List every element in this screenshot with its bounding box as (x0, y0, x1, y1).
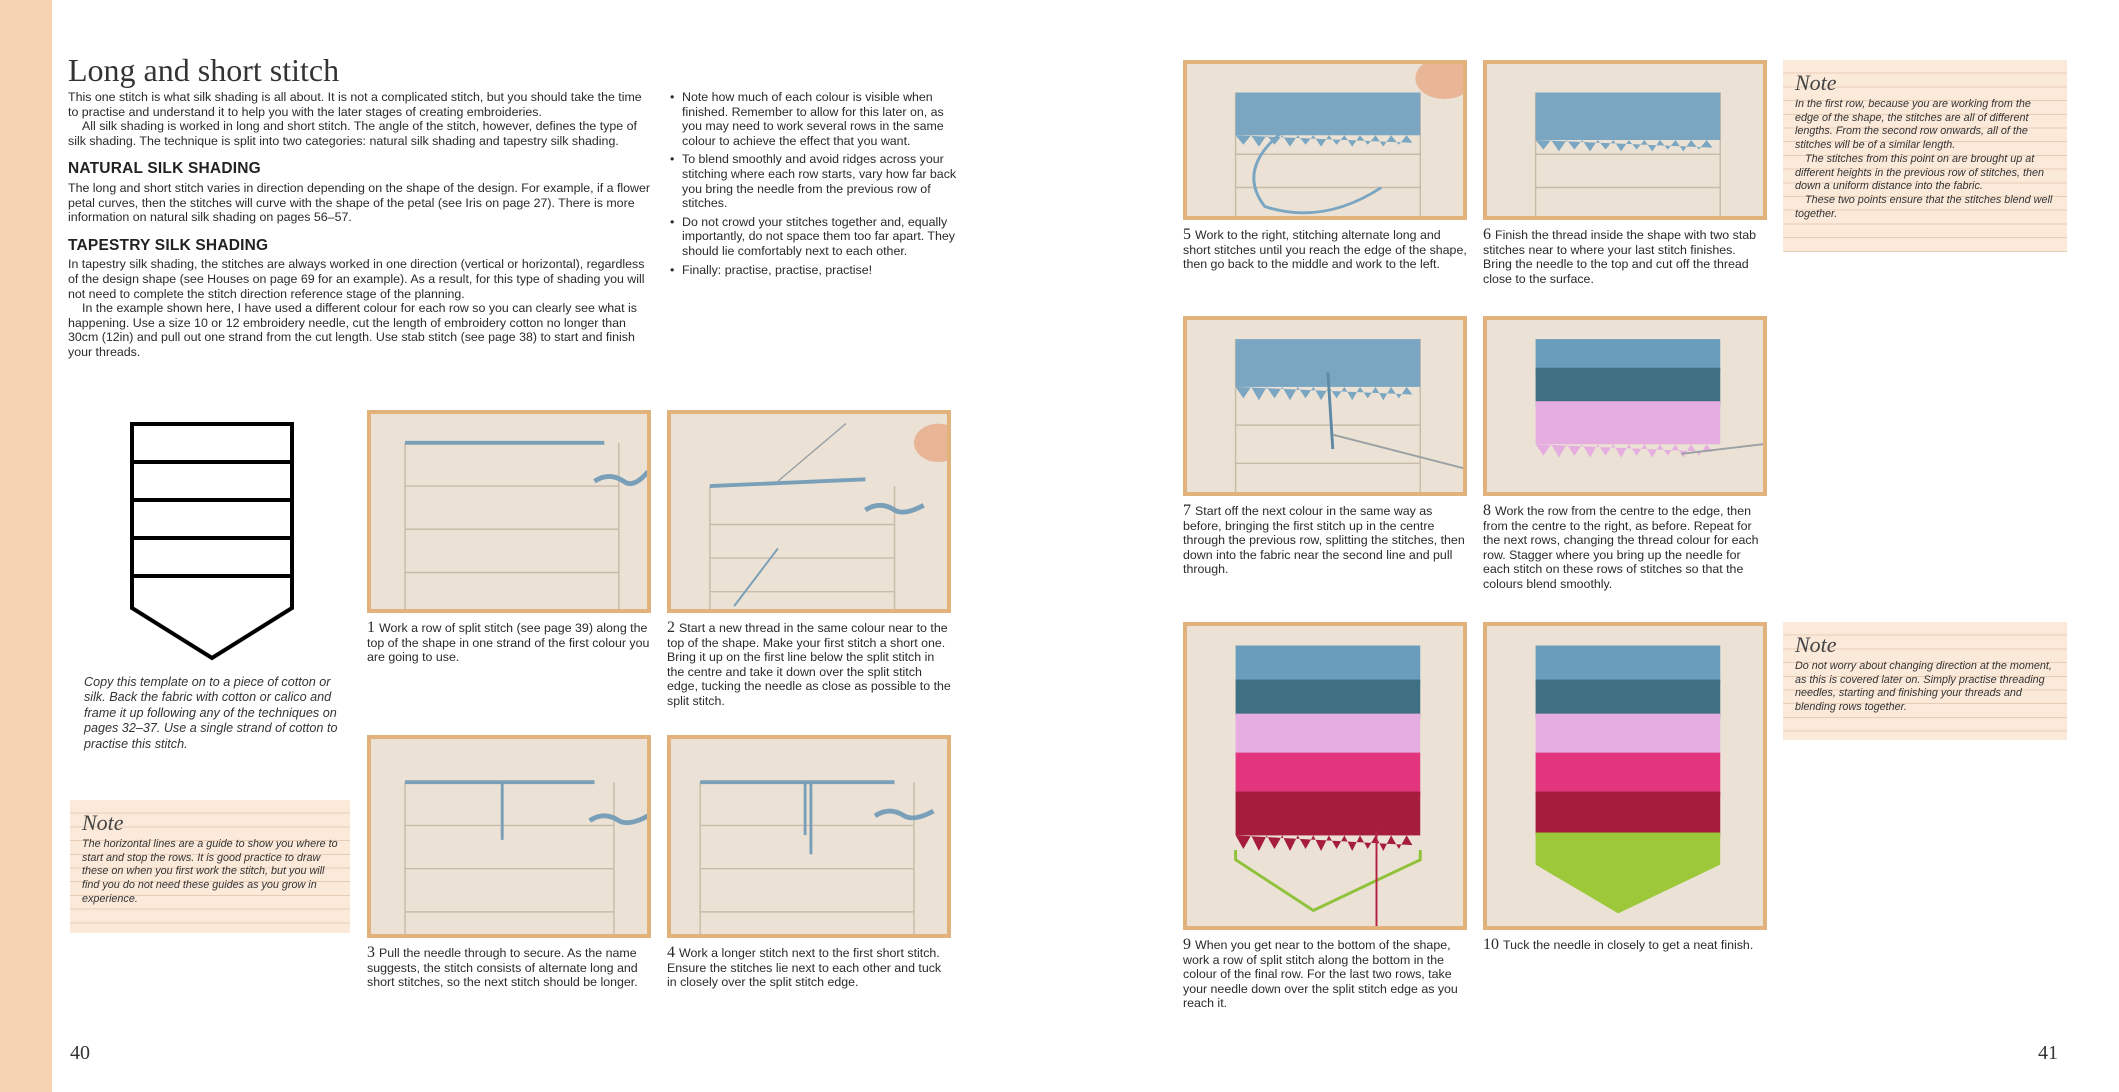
step-number: 4 (667, 944, 675, 961)
page-edge-strip (0, 0, 52, 1092)
step-text: Work a row of split stitch (see page 39) along the top of the shape in one strand of the first colour you are going to use. (367, 621, 650, 665)
template-caption: Copy this template on to a piece of cotton or silk. Back the fabric with cotton or calico and frame it up following any of the techniques on pages 32–37. Use a single strand of cotton to practise this stitch. (84, 675, 338, 751)
intro-column (68, 90, 650, 360)
step-8-photo (1483, 316, 1767, 496)
step-text: Start off the next colour in the same way as before, bringing the first stitch up in the centre through the previous row, splitting the stitches, then down into the fabric near the second line and pull through. (1183, 504, 1465, 577)
step-10-photo (1483, 622, 1767, 930)
step-3-photo (367, 735, 651, 938)
step-9-caption (1183, 938, 1467, 1011)
intro-paragraph-2: All silk shading is worked in long and short stitch. The angle of the stitch, however, defines the type of silk shading. The technique is split into two categories: natural silk shading and tapestry silk shading. (68, 119, 637, 148)
note-text: The stitches from this point on are brought up at different heights in the previous row of stitches, then down a uniform distance into the fabric. (1795, 152, 2045, 193)
page-number-left: 40 (70, 1042, 90, 1064)
step-text: When you get near to the bottom of the shape, work a row of split stitch along the bottom in the colour of the final row. For the last two rows, take your needle down over the split stitch edge as you reach it. (1183, 938, 1458, 1011)
step-2-caption (667, 621, 951, 709)
step-10-caption (1483, 938, 1767, 953)
tip-item: • Note how much of each colour is visible when finished. Remember to allow for this later on, as you may need to work several rows in the same colour to achieve the effect that you want. (670, 90, 960, 148)
step-number: 7 (1183, 502, 1191, 519)
step-5-caption (1183, 228, 1467, 272)
note-title: Note (1795, 632, 1837, 657)
step-6-photo (1483, 60, 1767, 220)
tip-item: • To blend smoothly and avoid ridges across your stitching where each row starts, vary how far back you bring the needle from the previous row of stitches. (670, 152, 960, 210)
note-text: In the first row, because you are working from the edge of the shape, the stitches are all of different lengths. From the second row onwards, all of the stitches will be of a similar length. (1795, 98, 2031, 152)
note-text: The horizontal lines are a guide to show you where to start and stop the rows. It is good practice to draw these on when you first work the stitch, but you will find you do not need these guides as you grow in experience. (82, 838, 338, 905)
step-text: Tuck the needle in closely to get a neat finish. (1503, 938, 1754, 952)
step-3-caption (367, 946, 651, 990)
note-box-right-top (1783, 60, 2067, 252)
note-text: These two points ensure that the stitches blend well together. (1795, 193, 2053, 220)
tapestry-paragraph-2: In the example shown here, I have used a different colour for each row so you can clearly see what is happening. Use a size 10 or 12 embroidery needle, cut the length of embroidery cotton no longer than 30cm (12in) and pull out one strand from the cut length. Use stab stitch (see page 38) to start and finish your threads. (68, 301, 637, 359)
step-text: Work the row from the centre to the edge, then from the centre to the right, as before. Repeat for the next rows, changing the thread colour for each row. Stagger where you bring up the needle for each stitch on these rows of stitches so that the colours blend smoothly. (1483, 504, 1759, 591)
step-text: Start a new thread in the same colour near to the top of the shape. Make your first stitch a short one. Bring it up on the first line below the split stitch in the centre and take it down over the split stitch edge, tucking the needle as close as possible to the split stitch. (667, 621, 951, 708)
tip-item: • Finally: practise, practise, practise! (670, 263, 960, 278)
page-number-right: 41 (2038, 1042, 2058, 1064)
step-5-photo (1183, 60, 1467, 220)
step-text: Finish the thread inside the shape with two stab stitches near to where your last stitch finishes. Bring the needle to the top and cut off the thread close to the surface. (1483, 228, 1757, 286)
step-number: 9 (1183, 936, 1191, 953)
tips-list (670, 90, 960, 281)
step-8-caption (1483, 504, 1767, 592)
template-diagram (128, 420, 298, 665)
step-4-photo (667, 735, 951, 938)
step-text: Work a longer stitch next to the first short stitch. Ensure the stitches lie next to each other and tuck in closely over the split stitch edge. (667, 946, 942, 990)
note-box-right-bottom (1783, 622, 2067, 740)
natural-text: The long and short stitch varies in direction depending on the shape of the design. For example, if a flower petal curves, then the stitches will curve with the shape of the petal (see Iris on page 27). There is more information on natural silk shading on pages 56–57. (68, 180, 651, 225)
page-title: Long and short stitch (68, 52, 340, 88)
step-1-photo (367, 410, 651, 613)
step-number: 5 (1183, 226, 1191, 243)
step-number: 2 (667, 619, 675, 636)
step-1-caption (367, 621, 651, 665)
step-number: 10 (1483, 936, 1499, 953)
note-box-left (70, 800, 350, 933)
note-title: Note (82, 810, 124, 835)
step-number: 1 (367, 619, 375, 636)
tip-item: • Do not crowd your stitches together and, equally importantly, do not space them too far apart. They should lie comfortably next to each other. (670, 215, 960, 259)
step-number: 8 (1483, 502, 1491, 519)
step-text: Pull the needle through to secure. As the name suggests, the stitch consists of alternate long and short stitches, so the next stitch should be longer. (367, 946, 638, 990)
step-9-photo (1183, 622, 1467, 930)
step-6-caption (1483, 228, 1767, 286)
note-text: Do not worry about changing direction at the moment, as this is covered later on. Simply practise threading needles, starting and finishing your threads and blending rows together. (1795, 660, 2052, 714)
natural-heading: NATURAL SILK SHADING (68, 160, 261, 178)
step-2-photo (667, 410, 951, 613)
step-4-caption (667, 946, 951, 990)
note-title: Note (1795, 70, 1837, 95)
step-number: 3 (367, 944, 375, 961)
tapestry-heading: TAPESTRY SILK SHADING (68, 236, 269, 254)
tapestry-paragraph-1: In tapestry silk shading, the stitches are always worked in one direction (vertical or horizontal), regardless of the design shape (see Houses on page 69 for an example). As a result, for this type of shading you will not need to complete the stitch direction reference stage of the planning. (68, 257, 645, 301)
intro-paragraph-1: This one stitch is what silk shading is all about. It is not a complicated stitch, but you should take the time to practise and understand it to help you with the later stages of creating embroideries. (68, 90, 642, 119)
step-number: 6 (1483, 226, 1491, 243)
step-7-caption (1183, 504, 1467, 577)
step-text: Work to the right, stitching alternate long and short stitches until you reach the edge of the shape, then go back to the middle and work to the left. (1183, 228, 1467, 272)
step-7-photo (1183, 316, 1467, 496)
